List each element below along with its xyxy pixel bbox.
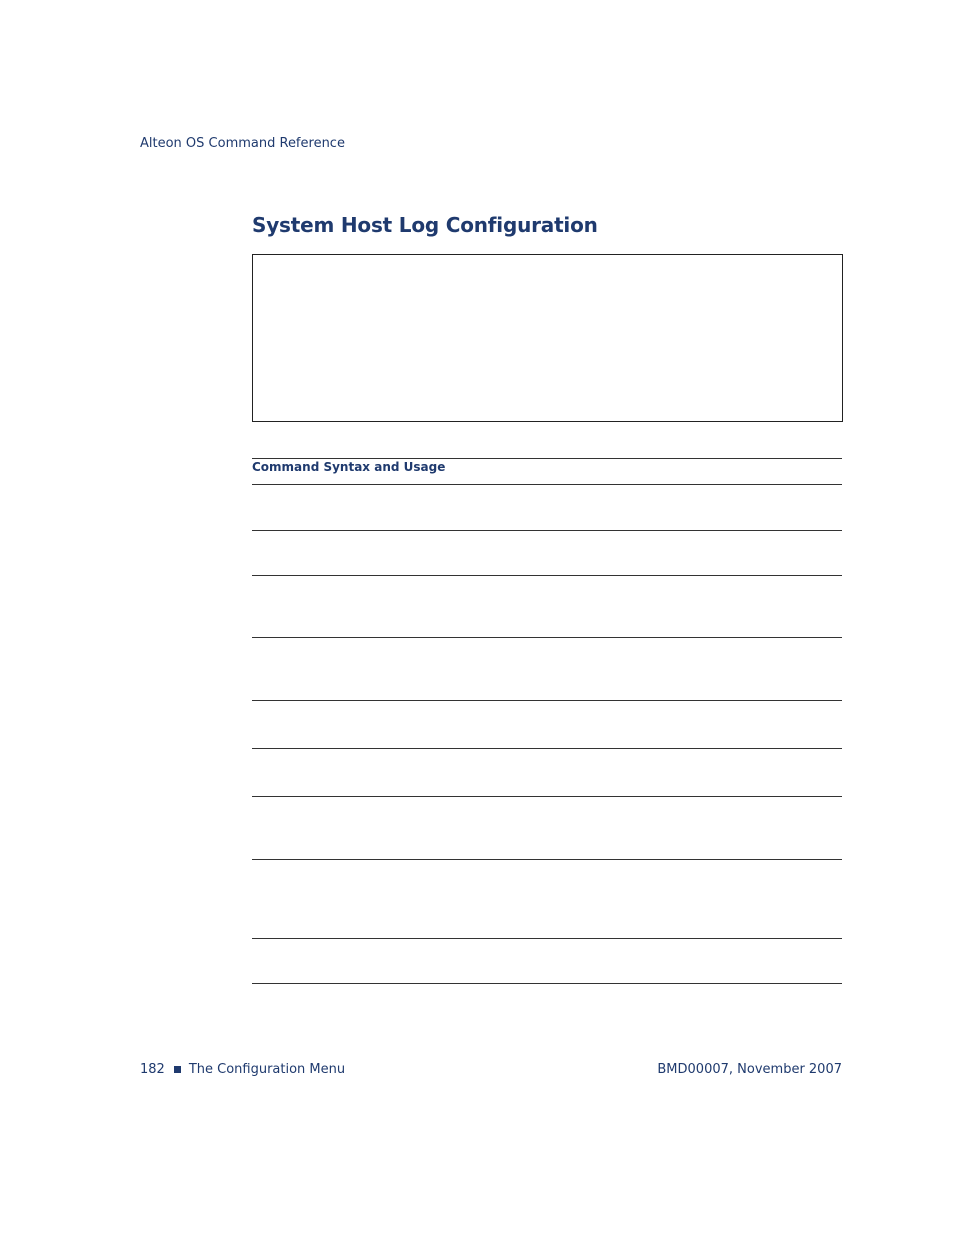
table-row-divider (252, 748, 842, 749)
square-bullet-icon (174, 1066, 181, 1073)
footer-doc-info: BMD00007, November 2007 (657, 1062, 842, 1077)
table-row-divider (252, 700, 842, 701)
table-row-divider (252, 938, 842, 939)
table-bottom-rule (252, 983, 842, 984)
table-header-rule (252, 484, 842, 485)
table-row-divider (252, 796, 842, 797)
chapter-title: The Configuration Menu (188, 1062, 346, 1077)
table-row-divider (252, 859, 842, 860)
page-number: 182 (140, 1062, 165, 1077)
running-header: Alteon OS Command Reference (140, 136, 345, 151)
footer-left (140, 1062, 345, 1077)
menu-output-box (252, 254, 843, 422)
table-header: Command Syntax and Usage (252, 460, 446, 474)
table-top-rule (252, 458, 842, 459)
section-title: System Host Log Configuration (252, 213, 598, 237)
table-row-divider (252, 637, 842, 638)
table-row-divider (252, 530, 842, 531)
table-row-divider (252, 575, 842, 576)
